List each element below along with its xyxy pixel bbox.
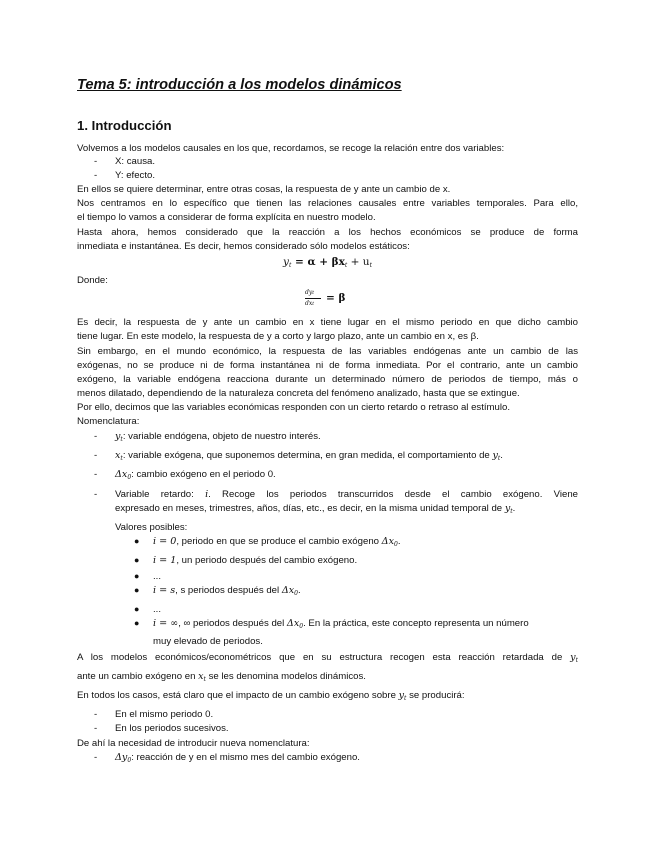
static-model-equation: $y_t = \alpha + \beta x_t + u_t$ — [283, 256, 372, 269]
value-i-0: i = 0, periodo en que se produce el cambio exógeno $\Delta x_0$. — [153, 536, 401, 548]
paragraph-new-nomenclature: De ahí la necesidad de introducir nueva nomenclatura: — [77, 738, 310, 749]
list-item-x: X: causa. — [115, 156, 155, 167]
nomenclature-immediate-reaction: $\Delta y_0$: reacción de y en el mismo mes del cambio exógeno. — [115, 752, 360, 764]
paragraph-static-line1: Hasta ahora, hemos considerado que la reacción a los hechos económicos se produce de forma — [77, 227, 578, 238]
nomenclature-exogenous-change: $\Delta x_0$: cambio exógeno en el periodo 0. — [115, 469, 276, 481]
section-heading: 1. Introducción — [77, 118, 172, 133]
list-item-y: Y: efecto. — [115, 170, 156, 181]
bullet-icon: ● — [134, 604, 140, 614]
list-dash: - — [94, 469, 98, 480]
bullet-icon: ● — [134, 571, 140, 581]
value-i-infinity: i = ∞, ∞ periodos después del $\Delta x_0$. En la práctica, este concepto representa un número — [153, 618, 529, 630]
value-ellipsis: ... — [153, 571, 161, 582]
paragraph-dynamic-models-line2: ante un cambio exógeno en $x_t$ se les denomina modelos dinámicos. — [77, 671, 366, 683]
bullet-icon: ● — [134, 618, 140, 628]
paragraph-dynamic-line3: exógeno, la variable endógena reacciona durante un determinado número de periodos de tiempo, más o — [77, 374, 578, 385]
paragraph-objective: En ellos se quiere determinar, entre otras cosas, la respuesta de y ante un cambio de x. — [77, 184, 451, 195]
list-dash: - — [94, 170, 98, 181]
bullet-icon: ● — [134, 585, 140, 595]
page-title: Tema 5: introducción a los modelos dinámicos — [77, 77, 402, 93]
paragraph-response-line2: tiene lugar. En este modelo, la respuesta de y a corto y largo plazo, ante un cambio en x, es β. — [77, 331, 479, 342]
paragraph-dynamic-line1: Sin embargo, en el mundo económico, la respuesta de las variables endógenas ante un cambio de las — [77, 346, 578, 357]
value-i-s: i = s, s periodos después del $\Delta x_0$. — [153, 585, 301, 597]
list-dash: - — [94, 723, 98, 734]
label-valores-posibles: Valores posibles: — [115, 522, 188, 533]
bullet-icon: ● — [134, 555, 140, 565]
list-dash: - — [94, 156, 98, 167]
nomenclature-lag-line2: expresado en meses, trimestres, años, días, etc., es decir, en la misma unidad temporal de $y_t$. — [115, 503, 516, 515]
list-dash: - — [94, 752, 98, 763]
paragraph-dynamic-line4: menos dilatado, dependiendo de la naturaleza concreta del fenómeno analizado, hasta que se extingue. — [77, 388, 520, 399]
paragraph-dynamic-line2: exógenas, no se produce ni de forma instantánea ni de forma inmediata. Por el contrario, ante un cambio — [77, 360, 578, 371]
list-dash: - — [94, 450, 98, 461]
nomenclature-lag-line1: Variable retardo: i. Recoge los periodos transcurridos desde el cambio exógeno. Viene — [115, 489, 579, 500]
paragraph-temporal-line1: Nos centramos en lo específico que tienen las relaciones causales entre variables temporales. Para ello, — [77, 198, 578, 209]
list-dash: - — [94, 709, 98, 720]
paragraph-dynamic-models-line1: A los modelos económicos/econométricos que en su estructura recogen esta reacción retardada de $y_t$ — [77, 652, 578, 664]
nomenclature-exogenous: $x_t$: variable exógena, que suponemos determina, en gran medida, el comportamiento de $y_t$. — [115, 450, 503, 462]
document-page: Tema 5: introducción a los modelos dinámicos 1. Introducción Volvemos a los modelos causales en los que, recordamos, se recoge la relación entre dos variables: - X: causa. - Y: efecto. En ellos se quiere determinar, entre otras cosas, la respuesta de y ante un cambio de x. Nos centramos en lo específico que tienen las relaciones causales entre variables temporales. Para ello, el tiempo lo vamos a considerar de forma explícita en nuestro modelo. Hasta ahora, hemos considerado que la reacción a los hechos económicos se produce de forma inmediata e instantánea. Es decir, hemos considerado sólo modelos estáticos: $y_t = \alpha + \beta x_t + u_t$ Donde: dyt dxt = β Es decir, la respuesta de y ante un cambio en x tiene lugar en el mismo periodo en que dicho cambio tiene lugar. En este modelo, la respuesta de y a corto y largo plazo, ante un cambio en x, es β. Sin embargo, en el mundo económico, la respuesta de las variables endógenas ante un cambio de las exógenas, no se produce ni de forma instantánea ni de forma inmediata. Por el contrario, ante un cambio exógeno, la variable endógena reacciona durante un determinado número de periodos de tiempo, más o menos dilatado, dependiendo de la naturaleza concreta del fenómeno analizado, hasta que se extingue. Por ello, decimos que las variables económicas responden con un cierto retardo o retraso al estímulo. Nomenclatura: - $y_t$: variable endógena, objeto de nuestro interés. - $x_t$: variable exógena, que suponemos determina, en gran medida, el comportamiento de $y_t$. - $\Delta x_0$: cambio exógeno en el periodo 0. - Variable retardo: i. Recoge los periodos transcurridos desde el cambio exógeno. Viene expresado en meses, trimestres, años, días, etc., es decir, en la misma unidad temporal de $y_t$. Valores posibles: ● i = 0, periodo en que se produce el cambio exógeno $\Delta x_0$. ● i = 1, un periodo después del cambio exógeno. ● ... ● i = s, s periodos después del $\Delta x_0$. ● ... ● i = ∞, ∞ periodos después del $\Delta x_0$. En la práctica, este concepto representa un número muy elevado de periodos. A los modelos económicos/econométricos que en su estructura recogen esta reacción retardada de $y_t$ ante un cambio exógeno en $x_t$ se les denomina modelos dinámicos. En todos los casos, está claro que el impacto de un cambio exógeno sobre $y_t$ se producirá: - En el mismo periodo 0. - En los periodos sucesivos. De ahí la necesidad de introducir nueva nomenclatura: - $\Delta y_0$: reacción de y en el mismo mes del cambio exógeno. — [0, 0, 655, 848]
paragraph-static-line2: inmediata e instantánea. Es decir, hemos considerado sólo modelos estáticos: — [77, 241, 410, 252]
paragraph-intro: Volvemos a los modelos causales en los que, recordamos, se recoge la relación entre dos variables: — [77, 143, 505, 154]
paragraph-delay: Por ello, decimos que las variables económicas responden con un cierto retardo o retraso al estímulo. — [77, 402, 511, 413]
nomenclature-endogenous: $y_t$: variable endógena, objeto de nuestro interés. — [115, 431, 321, 443]
bullet-icon: ● — [134, 536, 140, 546]
paragraph-impact: En todos los casos, está claro que el impacto de un cambio exógeno sobre $y_t$ se producirá: — [77, 690, 465, 702]
paragraph-temporal-line2: el tiempo lo vamos a considerar de forma explícita en nuestro modelo. — [77, 212, 376, 223]
paragraph-response-line1: Es decir, la respuesta de y ante un cambio en x tiene lugar en el mismo periodo en que dicho cambio — [77, 317, 578, 328]
label-nomenclatura: Nomenclatura: — [77, 416, 140, 427]
label-donde: Donde: — [77, 275, 108, 286]
list-dash: - — [94, 431, 98, 442]
value-i-1: i = 1, un periodo después del cambio exógeno. — [153, 555, 358, 566]
list-item-successive-periods: En los periodos sucesivos. — [115, 723, 229, 734]
value-ellipsis: ... — [153, 604, 161, 615]
list-dash: - — [94, 489, 98, 500]
value-i-infinity-line2: muy elevado de periodos. — [153, 636, 263, 647]
list-item-same-period: En el mismo periodo 0. — [115, 709, 214, 720]
